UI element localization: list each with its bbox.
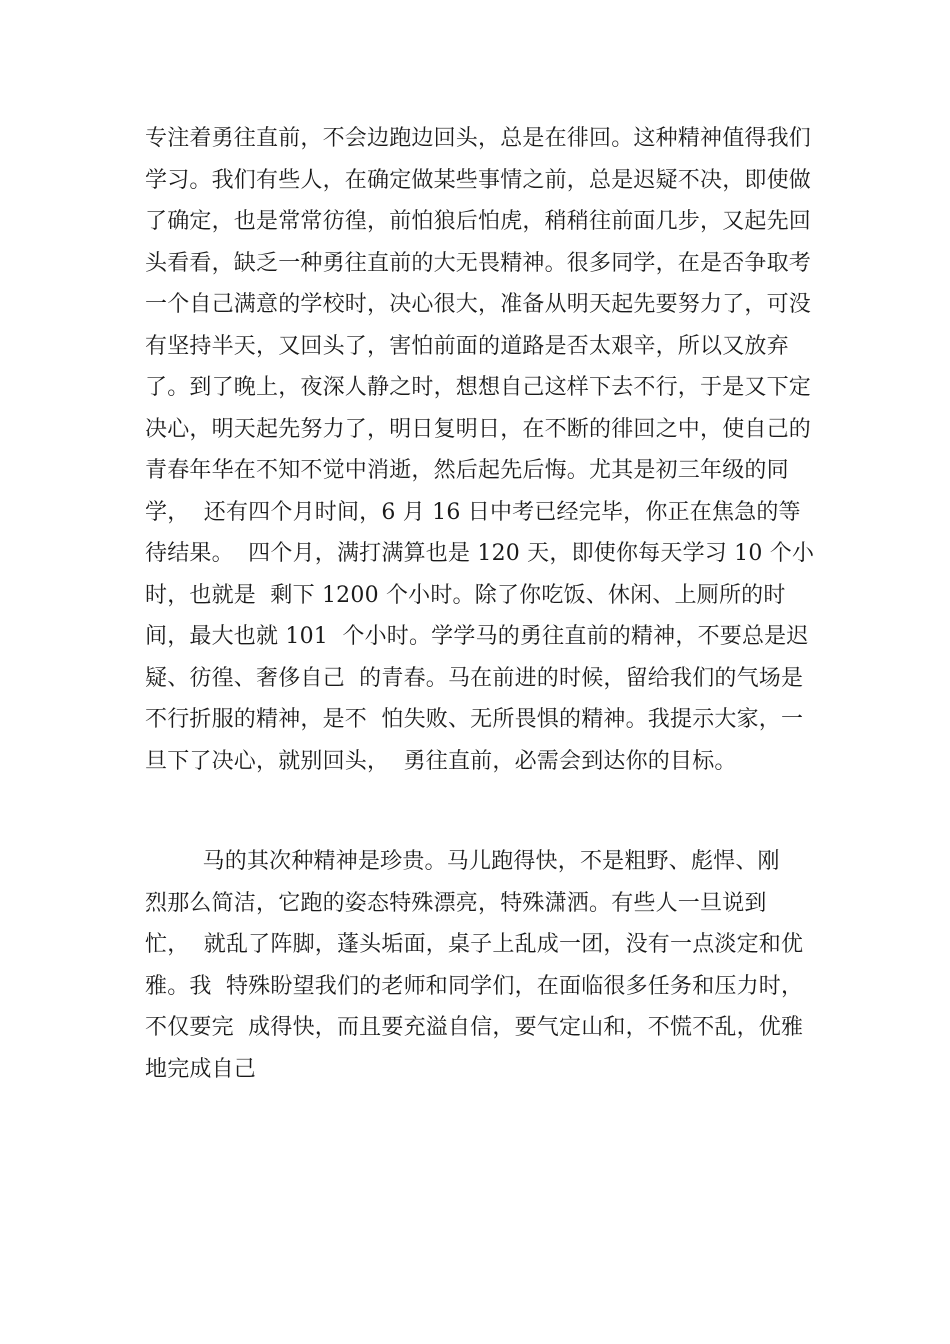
text-line: 了确定，也是常常彷徨，前怕狼后怕虎，稍稍往前面几步，又起先回 xyxy=(145,209,812,234)
paragraph-2 xyxy=(145,841,825,1090)
text-line: 时，也就是 剩下 1200 个小时。除了你吃饭、休闲、上厕所的时 xyxy=(145,582,786,608)
text-line: 了。到了晚上，夜深人静之时，想想自己这样下去不行，于是又下定 xyxy=(145,375,812,400)
text-line: 雅。我 特殊盼望我们的老师和同学们，在面临很多任务和压力时， xyxy=(145,973,804,999)
paragraph-1 xyxy=(145,118,825,782)
text-line: 地完成自己 xyxy=(145,1056,257,1082)
text-line: 疑、彷徨、奢侈自己 的青春。马在前进的时候，留给我们的气场是 xyxy=(145,665,804,691)
text-line: 待结果。 四个月，满打满算也是 120 天，即使你每天学习 10 个小 xyxy=(145,541,815,566)
text-line: 不行折服的精神，是不 怕失败、无所畏惧的精神。我提示大家，一 xyxy=(145,707,804,732)
text-line: 头看看，缺乏一种勇往直前的大无畏精神。很多同学，在是否争取考 xyxy=(145,250,812,276)
text-line: 专注着勇往直前，不会边跑边回头，总是在徘回。这种精神值得我们 xyxy=(145,126,812,151)
text-line: 决心，明天起先努力了，明日复明日，在不断的徘回之中，使自己的 xyxy=(145,416,812,442)
text-line: 有坚持半天，又回头了，害怕前面的道路是否太艰辛，所以又放弃 xyxy=(145,333,789,359)
text-line: 学习。我们有些人，在确定做某些事情之前，总是迟疑不决，即使做 xyxy=(145,167,812,193)
text-line: 学， 还有四个月时间，6 月 16 日中考已经完毕，你正在焦急的等 xyxy=(145,499,801,525)
text-line: 烈那么简洁，它跑的姿态特殊漂亮，特殊潇洒。有些人一旦说到 xyxy=(145,890,767,916)
text-line: 马的其次种精神是珍贵。马儿跑得快，不是粗野、彪悍、刚 xyxy=(145,849,780,874)
text-line: 忙， 就乱了阵脚，蓬头垢面，桌子上乱成一团，没有一点淡定和优 xyxy=(145,932,804,957)
text-line: 间，最大也就 101 个小时。学学马的勇往直前的精神，不要总是迟 xyxy=(145,624,809,649)
text-line: 一个自己满意的学校时，决心很大，准备从明天起先要努力了，可没 xyxy=(145,292,812,317)
text-line: 不仅要完 成得快，而且要充溢自信，要气定山和，不慌不乱，优雅 xyxy=(145,1015,804,1040)
text-line: 青春年华在不知不觉中消逝，然后起先后悔。尤其是初三年级的同 xyxy=(145,458,789,483)
text-line: 旦下了决心，就别回头， 勇往直前，必需会到达你的目标。 xyxy=(145,748,737,774)
